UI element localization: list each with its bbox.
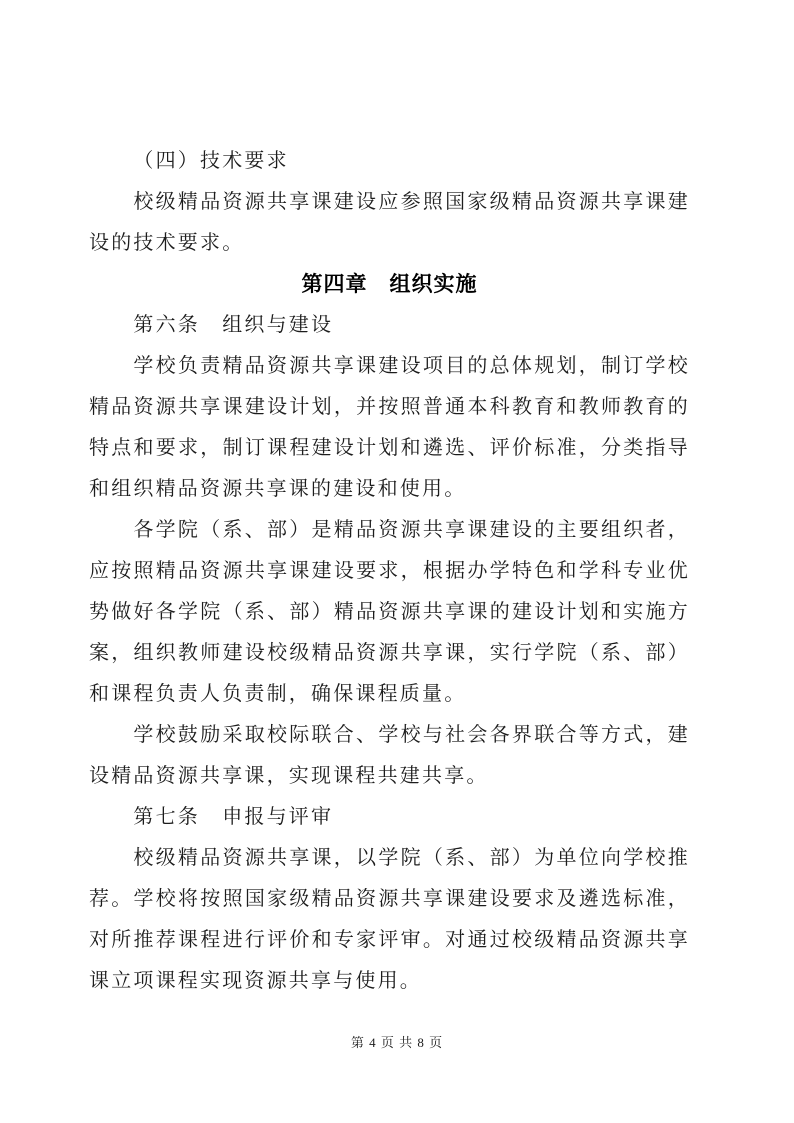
document-body [89, 141, 690, 1002]
paragraph: 学校鼓励采取校际联合、学校与社会各界联合等方式，建设精品资源共享课，实现课程共建共享。 [89, 724, 690, 787]
chapter-heading: 第四章 组织实施 [301, 273, 478, 296]
paragraph: 校级精品资源共享课建设应参照国家级精品资源共享课建设的技术要求。 [89, 191, 690, 254]
paragraph: 各学院（系、部）是精品资源共享课建设的主要组织者，应按照精品资源共享课建设要求，根据办学特色和学科专业优势做好各学院（系、部）精品资源共享课的建设计划和实施方案，组织教师建设校级精品资源共享课，实行学院（系、部）和课程负责人负责制，确保课程质量。 [89, 519, 690, 705]
page-footer: 第 4 页 共 8 页 [350, 1035, 444, 1050]
paragraph: 校级精品资源共享课，以学院（系、部）为单位向学校推荐。学校将按照国家级精品资源共享课建设要求及遴选标准，对所推荐课程进行评价和专家评审。对通过校级精品资源共享课立项课程实现资源共享与使用。 [89, 847, 690, 992]
article-heading-seven: 第七条 申报与评审 [133, 806, 334, 828]
paragraph: 学校负责精品资源共享课建设项目的总体规划，制订学校精品资源共享课建设计划，并按照普通本科教育和教师教育的特点和要求，制订课程建设计划和遴选、评价标准，分类指导和组织精品资源共享课的建设和使用。 [89, 355, 690, 500]
subsection-heading-technical-requirements: （四）技术要求 [133, 150, 289, 172]
article-heading-six: 第六条 组织与建设 [133, 314, 334, 336]
